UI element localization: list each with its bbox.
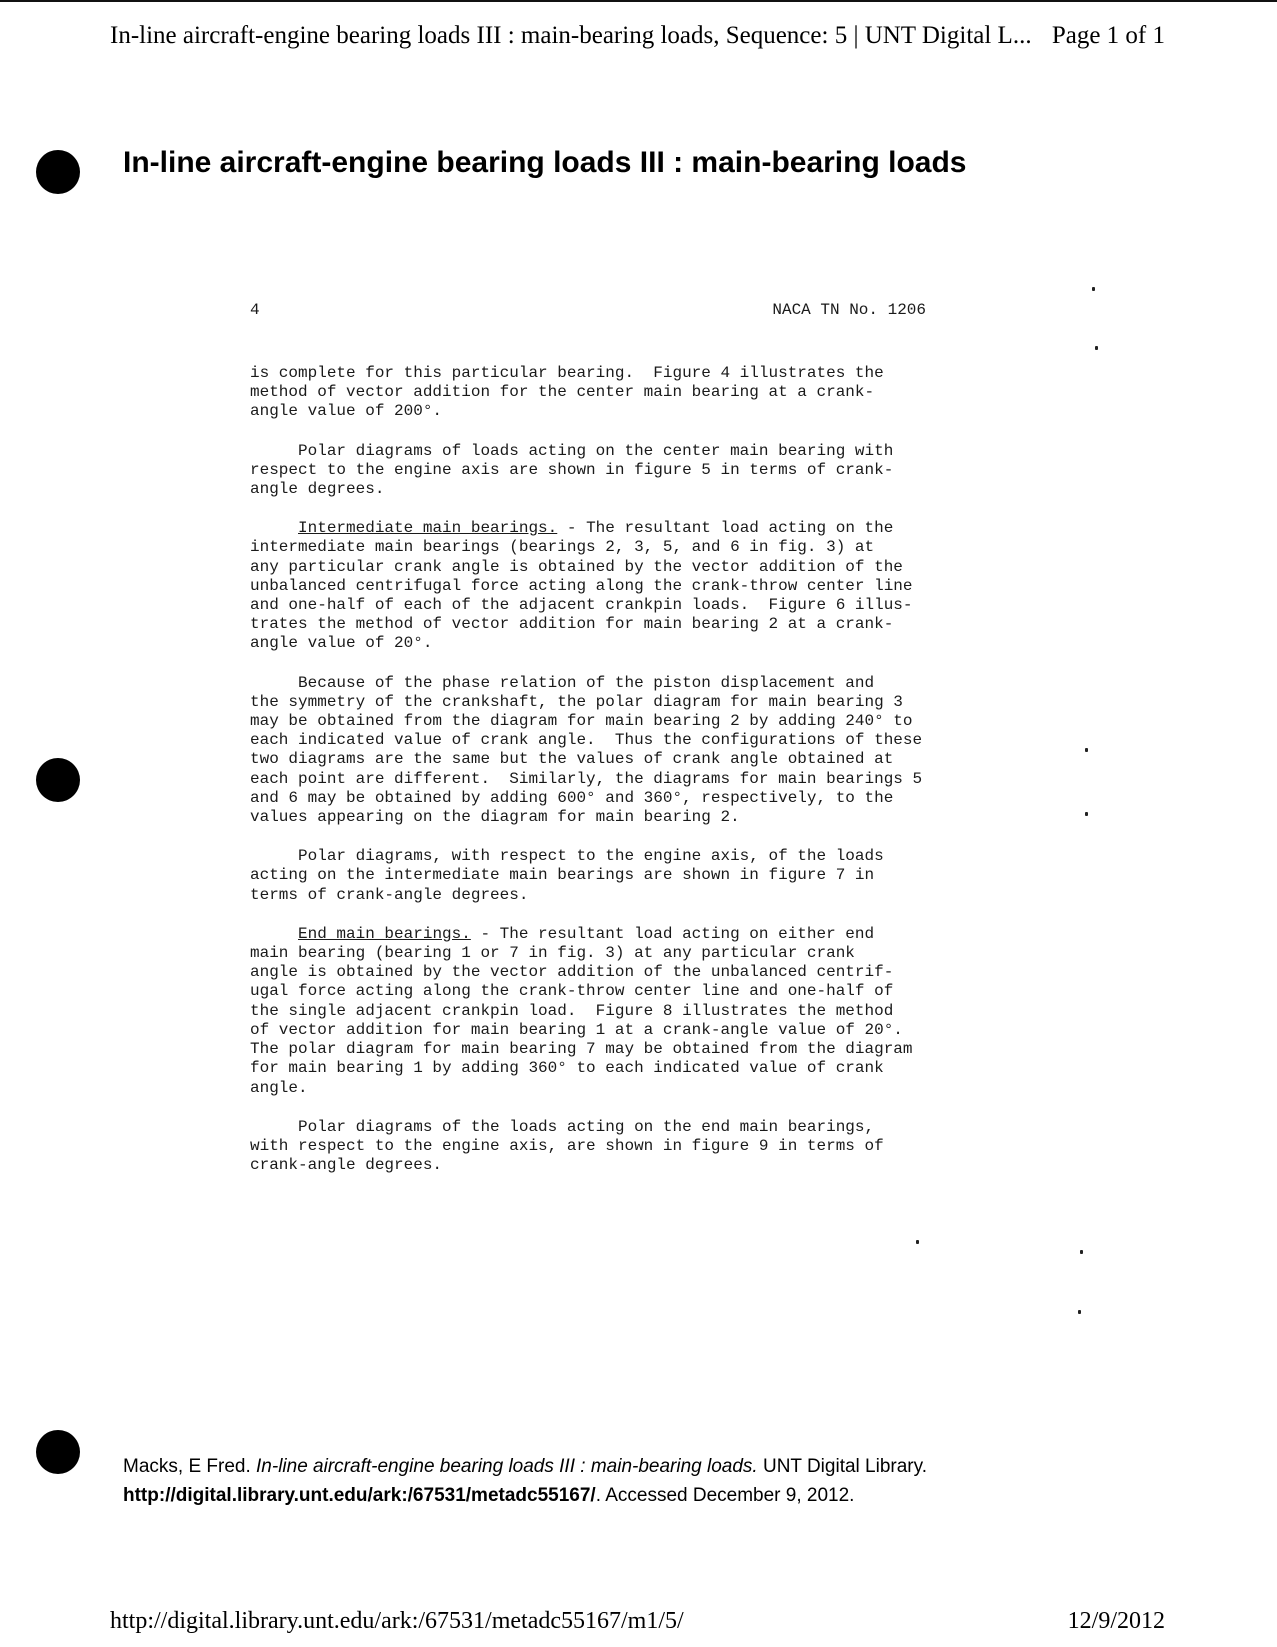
citation-title: In-line aircraft-engine bearing loads III : main-bearing loads.: [256, 1456, 758, 1477]
print-footer-date: 12/9/2012: [1067, 1608, 1165, 1634]
citation-accessed: . Accessed December 9, 2012.: [595, 1485, 855, 1506]
paragraph-text: - The resultant load acting on the intermediate main bearings (bearings 2, 3, 5, and 6 in fig. 3) at any particular crank angle is obtained by the vector addition of the unbalanced centrifugal force acting along the crank-throw center line and one-half of each of the adjacent crankpin loads. Figure 6 illus- trates the method of vector addition for main bearing 2 at a crank- angle value of 20°.: [250, 519, 913, 653]
print-footer-url: http://digital.library.unt.edu/ark:/67531/metadc55167/m1/5/: [110, 1608, 684, 1634]
scan-speck: [1095, 346, 1098, 350]
paragraph: [250, 519, 970, 653]
report-id: NACA TN No. 1206: [772, 301, 926, 319]
citation-url[interactable]: http://digital.library.unt.edu/ark:/67531/metadc55167/: [123, 1485, 596, 1506]
paragraph: Polar diagrams of loads acting on the center main bearing with respect to the engine axis are shown in figure 5 in terms of crank- angle degrees.: [250, 441, 894, 499]
citation-library: UNT Digital Library.: [757, 1456, 927, 1477]
citation-author: Macks, E Fred.: [123, 1456, 257, 1477]
scan-speck: [1085, 748, 1088, 752]
paragraph-text: - The resultant load acting on either end main bearing (bearing 1 or 7 in fig. 3) at any particular crank angle is obtained by the vector addition of the unbalanced centrif- ugal force acting along the crank-throw center line and one-half of the single adjacent crankpin load. Figure 8 illustrates the method of vector addition for main bearing 1 at a crank-angle value of 20°. The polar diagram for main bearing 7 may be obtained from the diagram for main bearing 1 by adding 360° to each indicated value of crank angle.: [250, 924, 913, 1097]
citation: [123, 1452, 927, 1510]
citation-line-2: [123, 1481, 927, 1510]
scan-speck: [1080, 1250, 1083, 1254]
section-heading-intermediate: Intermediate main bearings.: [298, 519, 558, 538]
scan-speck: [1085, 812, 1088, 816]
scanned-page-number: 4: [250, 301, 260, 319]
scanned-page-body: [250, 364, 970, 1175]
print-header: [110, 20, 1165, 52]
scan-speck: [1092, 287, 1095, 291]
paragraph: is complete for this particular bearing. Figure 4 illustrates the method of vector addition for the center main bearing at a crank- angle value of 200°.: [250, 364, 884, 421]
bullet-top: [36, 150, 80, 194]
section-heading-end: End main bearings.: [298, 924, 471, 943]
bullet-middle: [36, 758, 80, 802]
print-footer: [110, 1606, 1165, 1636]
paragraph: [250, 925, 970, 1098]
print-header-title: In-line aircraft-engine bearing loads III : main-bearing loads, Sequence: 5 | UNT Digital L...: [110, 22, 1032, 49]
print-header-page-count: Page 1 of 1: [1051, 22, 1165, 49]
document-title: In-line aircraft-engine bearing loads III : main-bearing loads: [123, 146, 967, 179]
scan-speck: [916, 1240, 919, 1244]
citation-line-1: [123, 1452, 927, 1481]
bullet-bottom: [36, 1430, 80, 1474]
top-border-rule: [0, 0, 1277, 2]
scanned-page: [250, 300, 970, 1195]
scanned-page-header: [250, 300, 926, 320]
paragraph: Polar diagrams, with respect to the engine axis, of the loads acting on the intermediate main bearings are shown in figure 7 in terms of crank-angle degrees.: [250, 847, 884, 904]
scan-speck: [1078, 1310, 1081, 1314]
paragraph: Polar diagrams of the loads acting on the end main bearings, with respect to the engine axis, are shown in figure 9 in terms of crank-angle degrees.: [250, 1117, 884, 1175]
paragraph: Because of the phase relation of the piston displacement and the symmetry of the crankshaft, the polar diagram for main bearing 3 may be obtained from the diagram for main bearing 2 by adding 240° to each indicated value of crank angle. Thus the configurations of these two diagrams are the same but the values of crank angle obtained at each point are different. Similarly, the diagrams for main bearings 5 and 6 may be obtained by adding 600° and 360°, respectively, to the values appearing on the diagram for main bearing 2.: [250, 673, 923, 827]
